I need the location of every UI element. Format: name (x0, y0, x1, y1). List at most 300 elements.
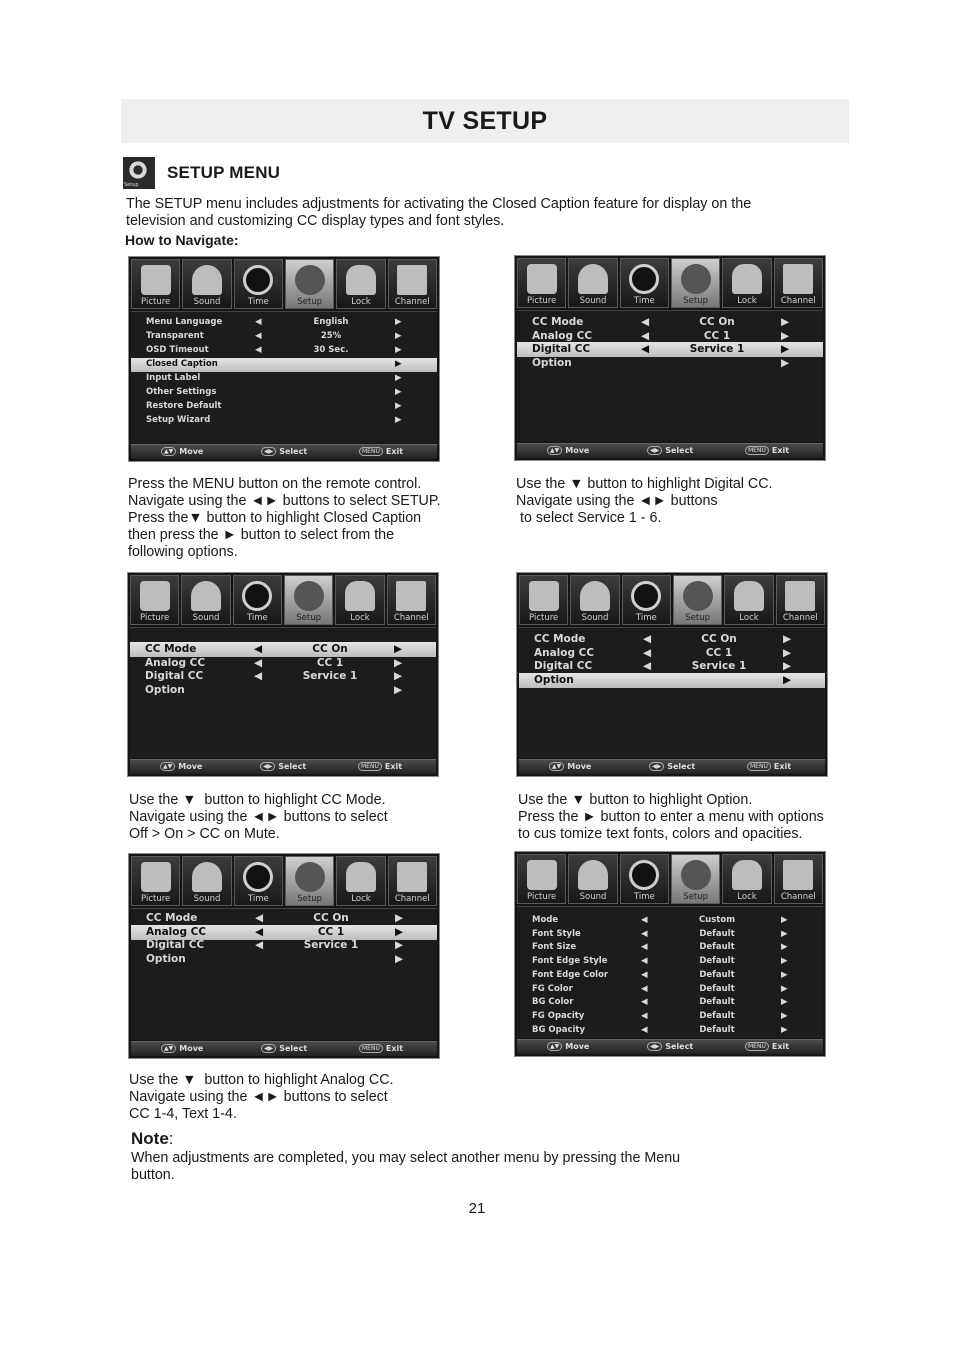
tab-label: Time (633, 892, 655, 902)
tab-picture[interactable] (131, 856, 180, 906)
lock-icon (346, 862, 376, 892)
tab-label: Channel (393, 613, 429, 623)
right-arrow-icon[interactable]: ▶ (781, 942, 788, 953)
menu-tab-bar (517, 854, 823, 904)
hint-move (549, 762, 591, 771)
right-arrow-icon[interactable]: ▶ (394, 670, 403, 682)
right-arrow-icon[interactable]: ▶ (395, 415, 402, 425)
menu-items-area (519, 627, 825, 758)
right-arrow-icon[interactable]: ▶ (395, 952, 404, 965)
instruction-line: to cus tomize text fonts, colors and opacities. (518, 826, 803, 842)
right-arrow-icon[interactable]: ▶ (395, 939, 404, 951)
left-arrow-icon[interactable]: ◀ (643, 660, 652, 672)
menu-row[interactable] (517, 914, 823, 928)
camera-icon (527, 860, 557, 890)
tab-setup[interactable] (285, 259, 334, 309)
setup-icon-caption: Setup (124, 182, 139, 188)
left-arrow-icon[interactable]: ◀ (255, 331, 262, 341)
tab-sound[interactable] (182, 856, 231, 906)
menu-row[interactable] (517, 1024, 823, 1038)
tab-label: Sound (193, 297, 221, 307)
menu-row-value: CC On (699, 316, 735, 328)
right-arrow-icon[interactable]: ▶ (781, 983, 788, 994)
hint-select-key: ◀▶ (647, 1042, 662, 1051)
hint-move-key: ▲▼ (161, 1044, 176, 1053)
hint-select (649, 762, 695, 771)
right-arrow-icon[interactable]: ▶ (395, 373, 402, 383)
tab-sound[interactable] (181, 575, 230, 625)
tab-lock[interactable] (722, 258, 771, 308)
instruction-line: then press the ► button to select from the (128, 527, 395, 543)
menu-row-label: Analog CC (532, 329, 593, 342)
right-arrow-icon[interactable]: ▶ (395, 387, 402, 397)
hint-exit-label: Exit (385, 1044, 404, 1053)
hint-select-label: Select (665, 446, 694, 455)
hint-move-label: Move (179, 1044, 204, 1053)
menu-row-value: Default (699, 942, 735, 953)
menu-row[interactable] (519, 673, 825, 688)
right-arrow-icon[interactable]: ▶ (783, 673, 792, 686)
menu-row-value: Default (699, 983, 735, 994)
clock-icon (629, 860, 659, 890)
menu-row-label: BG Color (532, 997, 574, 1008)
menu-row-value: CC On (312, 643, 348, 655)
right-arrow-icon[interactable]: ▶ (395, 912, 404, 924)
menu-row-label: Digital CC (534, 660, 593, 672)
tab-label: Lock (737, 296, 757, 306)
menu-row-label: BG Opacity (532, 1024, 586, 1035)
tab-label: Lock (351, 297, 371, 307)
menu-row-value: Service 1 (302, 670, 358, 682)
instruction-line: Use the ▼ button to highlight Analog CC. (129, 1072, 394, 1088)
tab-time[interactable] (234, 856, 283, 906)
tv-icon (783, 860, 813, 890)
menu-row-label: Mode (532, 915, 559, 925)
right-arrow-icon[interactable]: ▶ (395, 331, 402, 341)
page-number: 21 (468, 1200, 486, 1217)
menu-items-area (517, 906, 823, 1038)
hint-select (260, 762, 306, 771)
right-arrow-icon[interactable]: ▶ (781, 928, 788, 939)
hint-select (647, 446, 693, 455)
menu-items-area (131, 311, 437, 443)
menu-row-label: Font Edge Color (532, 969, 609, 980)
tab-channel[interactable] (776, 575, 825, 625)
instruction-line: Press the ► button to enter a menu with options (518, 809, 824, 825)
lock-icon (732, 264, 762, 294)
menu-row-label: Option (534, 673, 574, 686)
menu-row-label: Digital CC (532, 343, 591, 355)
tab-label: Lock (351, 894, 371, 904)
clock-icon (243, 265, 273, 295)
tab-label: Setup (297, 297, 323, 307)
menu-row-label: Restore Default (146, 401, 222, 411)
tab-lock[interactable] (336, 259, 385, 309)
left-arrow-icon[interactable]: ◀ (641, 928, 648, 939)
hint-select-key: ◀▶ (649, 762, 664, 771)
right-arrow-icon[interactable]: ▶ (394, 656, 403, 669)
tab-label: Time (246, 613, 268, 623)
menu-row-label: CC Mode (532, 316, 584, 328)
tab-label: Channel (394, 894, 430, 904)
right-arrow-icon[interactable]: ▶ (395, 317, 402, 327)
tab-label: Sound (193, 894, 221, 904)
hint-move (547, 1042, 589, 1051)
hint-select-label: Select (667, 762, 696, 771)
camera-icon (141, 862, 171, 892)
menu-row[interactable] (517, 983, 823, 997)
right-arrow-icon[interactable]: ▶ (394, 643, 403, 655)
tab-channel[interactable] (388, 259, 437, 309)
right-arrow-icon[interactable]: ▶ (781, 969, 788, 980)
menu-tab-bar (130, 575, 436, 625)
hint-move (547, 446, 589, 455)
right-arrow-icon[interactable]: ▶ (781, 356, 790, 369)
tab-sound[interactable] (182, 259, 231, 309)
menu-row-label: Analog CC (146, 925, 207, 938)
instruction-paragraph (129, 1072, 394, 1123)
right-arrow-icon[interactable]: ▶ (395, 401, 402, 411)
clock-icon (629, 264, 659, 294)
hint-exit-label: Exit (384, 762, 403, 771)
menu-row[interactable] (131, 400, 437, 414)
tab-setup[interactable] (284, 575, 333, 625)
instruction-paragraph (128, 476, 441, 561)
hint-move-label: Move (565, 1042, 590, 1051)
left-arrow-icon[interactable]: ◀ (641, 1010, 648, 1021)
left-arrow-icon[interactable]: ◀ (255, 345, 262, 355)
menu-hint-bar (130, 759, 436, 774)
clock-icon (631, 581, 661, 611)
hint-move-label: Move (565, 446, 590, 455)
menu-row[interactable] (517, 955, 823, 969)
left-arrow-icon[interactable]: ◀ (641, 316, 650, 328)
menu-items-area (130, 627, 436, 758)
instruction-line: Use the ▼ button to highlight CC Mode. (129, 792, 386, 808)
tab-sound[interactable] (568, 258, 617, 308)
tab-lock[interactable] (335, 575, 384, 625)
tab-label: Sound (579, 296, 607, 306)
left-arrow-icon[interactable]: ◀ (641, 1024, 648, 1035)
left-arrow-icon[interactable]: ◀ (641, 915, 648, 925)
left-arrow-icon[interactable]: ◀ (641, 343, 650, 355)
tab-label: Sound (579, 892, 607, 902)
menu-row-value: English (313, 317, 349, 327)
left-arrow-icon[interactable]: ◀ (641, 969, 648, 980)
intro-text: The SETUP menu includes adjustments for activating the Closed Caption feature for display on the television and customizing CC display types and font styles. (126, 196, 752, 229)
menu-row-label: Font Size (532, 942, 577, 953)
title-bar (121, 99, 849, 143)
menu-row-label: Option (145, 683, 185, 696)
tv-menu-screen (514, 851, 826, 1057)
hint-exit (359, 1044, 403, 1053)
instruction-line: Use the ▼ button to highlight Digital CC. (516, 476, 773, 492)
tab-label: Channel (780, 296, 816, 306)
tab-label: Channel (782, 613, 818, 623)
tab-lock[interactable] (722, 854, 771, 904)
tab-label: Picture (141, 297, 171, 307)
menu-row-label: Digital CC (145, 670, 204, 682)
menu-row-value: CC 1 (703, 329, 731, 342)
tv-icon (397, 862, 427, 892)
left-arrow-icon[interactable]: ◀ (641, 942, 648, 953)
right-arrow-icon[interactable]: ▶ (783, 660, 792, 672)
left-arrow-icon[interactable]: ◀ (254, 656, 263, 669)
instruction-paragraph (516, 476, 773, 527)
menu-row-value: Default (699, 1010, 735, 1021)
menu-row-label: OSD Timeout (146, 345, 209, 355)
menu-row-label: Font Edge Style (532, 956, 608, 967)
tab-lock[interactable] (724, 575, 773, 625)
menu-row-label: Transparent (146, 331, 204, 341)
tab-time[interactable] (234, 259, 283, 309)
gear-icon (294, 581, 324, 611)
menu-row-value: CC 1 (705, 646, 733, 659)
speaker-icon (578, 264, 608, 294)
tab-lock[interactable] (336, 856, 385, 906)
tab-picture[interactable] (517, 854, 566, 904)
instruction-line: following options. (128, 544, 238, 560)
menu-row-value: Default (699, 928, 735, 939)
menu-row[interactable] (517, 928, 823, 942)
note-text: When adjustments are completed, you may select another menu by pressing the Menu button. (131, 1150, 681, 1183)
right-arrow-icon[interactable]: ▶ (781, 329, 790, 342)
left-arrow-icon[interactable]: ◀ (643, 633, 652, 645)
tab-channel[interactable] (388, 856, 437, 906)
tab-picture[interactable] (517, 258, 566, 308)
left-arrow-icon[interactable]: ◀ (641, 329, 650, 342)
tab-setup[interactable] (671, 258, 720, 308)
menu-row[interactable] (517, 356, 823, 371)
left-arrow-icon[interactable]: ◀ (643, 646, 652, 659)
instruction-line: Navigate using the ◄► buttons (516, 493, 718, 509)
tab-time[interactable] (233, 575, 282, 625)
right-arrow-icon[interactable]: ▶ (781, 343, 790, 355)
right-arrow-icon[interactable]: ▶ (783, 646, 792, 659)
right-arrow-icon[interactable]: ▶ (781, 1010, 788, 1021)
right-arrow-icon[interactable]: ▶ (781, 1024, 788, 1035)
menu-row-label: CC Mode (145, 643, 197, 655)
tv-icon (396, 581, 426, 611)
hint-select (261, 1044, 307, 1053)
menu-row-label: FG Color (532, 983, 573, 994)
right-arrow-icon[interactable]: ▶ (781, 316, 790, 328)
menu-row-value: Custom (698, 915, 736, 925)
clock-icon (242, 581, 272, 611)
menu-tab-bar (131, 856, 437, 906)
setup-gear-icon (123, 157, 155, 189)
menu-row-label: Input Label (146, 373, 201, 383)
hint-move-label: Move (179, 447, 204, 456)
instruction-line: Navigate using the ◄► buttons to select (129, 809, 388, 825)
tab-sound[interactable] (570, 575, 619, 625)
menu-row-value: CC 1 (317, 925, 345, 938)
right-arrow-icon[interactable]: ▶ (394, 683, 403, 696)
lock-icon (345, 581, 375, 611)
speaker-icon (578, 860, 608, 890)
hint-exit-label: Exit (385, 447, 404, 456)
menu-row[interactable] (131, 316, 437, 330)
hint-move (161, 1044, 203, 1053)
menu-row-label: Option (146, 952, 186, 965)
hint-select-label: Select (279, 1044, 308, 1053)
tab-label: Picture (140, 613, 170, 623)
left-arrow-icon[interactable]: ◀ (255, 925, 264, 938)
gear-icon (683, 581, 713, 611)
hint-move-key: ▲▼ (549, 762, 564, 771)
note-colon: : (168, 1129, 174, 1148)
hint-select-label: Select (278, 762, 307, 771)
tab-setup[interactable] (671, 854, 720, 904)
menu-row-label: Setup Wizard (146, 415, 211, 425)
instruction-line: Press the▼ button to highlight Closed Caption (128, 510, 422, 526)
hint-exit-key: MENU (358, 762, 382, 771)
instruction-paragraph (129, 792, 388, 843)
tab-label: Lock (739, 613, 759, 623)
menu-row-value: Service 1 (689, 343, 745, 355)
tab-label: Picture (529, 613, 559, 623)
tab-setup[interactable] (673, 575, 722, 625)
tab-time[interactable] (622, 575, 671, 625)
hint-move (160, 762, 202, 771)
instruction-line: Navigate using the ◄► buttons to select SETUP. (128, 493, 441, 509)
menu-row[interactable] (131, 344, 437, 358)
tab-time[interactable] (620, 854, 669, 904)
menu-row[interactable] (131, 358, 437, 372)
tab-channel[interactable] (774, 258, 823, 308)
left-arrow-icon[interactable]: ◀ (255, 939, 264, 951)
menu-row-label: Closed Caption (146, 359, 218, 369)
menu-row[interactable] (131, 414, 437, 428)
section-title: SETUP MENU (167, 163, 281, 182)
menu-row-value: CC On (313, 912, 349, 924)
left-arrow-icon[interactable]: ◀ (254, 670, 263, 682)
left-arrow-icon[interactable]: ◀ (255, 912, 264, 924)
menu-row[interactable] (517, 1010, 823, 1024)
tab-label: Time (635, 613, 657, 623)
hint-exit-key: MENU (745, 446, 769, 455)
hint-exit-key: MENU (745, 1042, 769, 1051)
tab-label: Channel (394, 297, 430, 307)
menu-row-label: FG Opacity (532, 1010, 585, 1021)
tab-label: Setup (685, 613, 711, 623)
tab-sound[interactable] (568, 854, 617, 904)
menu-row[interactable] (517, 941, 823, 955)
menu-row-label: Analog CC (534, 646, 595, 659)
menu-row[interactable] (131, 330, 437, 344)
menu-hint-bar (131, 444, 437, 459)
menu-row[interactable] (131, 386, 437, 400)
hint-exit (745, 446, 789, 455)
tab-label: Picture (141, 894, 171, 904)
tab-label: Picture (527, 296, 557, 306)
menu-hint-bar (131, 1041, 437, 1056)
gear-icon (295, 862, 325, 892)
camera-icon (527, 264, 557, 294)
hint-exit-label: Exit (773, 762, 792, 771)
hint-exit-key: MENU (359, 1044, 383, 1053)
tab-picture[interactable] (131, 259, 180, 309)
right-arrow-icon[interactable]: ▶ (781, 915, 788, 925)
menu-row-label: Option (532, 356, 572, 369)
tv-menu-screen (128, 853, 440, 1059)
right-arrow-icon[interactable]: ▶ (395, 345, 402, 355)
gear-icon (681, 264, 711, 294)
right-arrow-icon[interactable]: ▶ (781, 956, 788, 967)
menu-row-value: Default (699, 1024, 735, 1035)
hint-move-label: Move (178, 762, 203, 771)
menu-row-value: Default (699, 956, 735, 967)
hint-select-label: Select (665, 1042, 694, 1051)
instruction-line: Off > On > CC on Mute. (129, 826, 280, 842)
tab-label: Sound (581, 613, 609, 623)
tv-icon (783, 264, 813, 294)
right-arrow-icon[interactable]: ▶ (395, 925, 404, 938)
tab-label: Time (247, 297, 269, 307)
right-arrow-icon[interactable]: ▶ (783, 633, 792, 645)
menu-tab-bar (519, 575, 825, 625)
lock-icon (346, 265, 376, 295)
left-arrow-icon[interactable]: ◀ (254, 643, 263, 655)
menu-row[interactable] (131, 952, 437, 967)
right-arrow-icon[interactable]: ▶ (395, 359, 402, 369)
menu-row[interactable] (131, 372, 437, 386)
menu-row-label: Other Settings (146, 387, 217, 397)
hint-exit (359, 447, 403, 456)
hint-move (161, 447, 203, 456)
menu-row-label: CC Mode (146, 912, 198, 924)
tab-label: Setup (683, 892, 709, 902)
hint-select-label: Select (279, 447, 308, 456)
menu-row-label: Digital CC (146, 939, 205, 951)
speaker-icon (580, 581, 610, 611)
menu-row[interactable] (517, 996, 823, 1010)
camera-icon (141, 265, 171, 295)
tab-setup[interactable] (285, 856, 334, 906)
right-arrow-icon[interactable]: ▶ (781, 997, 788, 1008)
tab-label: Time (633, 296, 655, 306)
menu-row-label: Menu Language (146, 317, 223, 327)
hint-move-key: ▲▼ (160, 762, 175, 771)
tab-label: Time (247, 894, 269, 904)
speaker-icon (191, 581, 221, 611)
menu-row-value: Default (699, 969, 735, 980)
tab-picture[interactable] (130, 575, 179, 625)
tab-channel[interactable] (387, 575, 436, 625)
tab-label: Setup (297, 894, 323, 904)
left-arrow-icon[interactable]: ◀ (641, 983, 648, 994)
tab-channel[interactable] (774, 854, 823, 904)
hint-move-key: ▲▼ (161, 447, 176, 456)
menu-row[interactable] (517, 969, 823, 983)
menu-hint-bar (519, 759, 825, 774)
tab-picture[interactable] (519, 575, 568, 625)
tab-label: Lock (737, 892, 757, 902)
menu-row[interactable] (130, 683, 436, 698)
hint-select-key: ◀▶ (261, 1044, 276, 1053)
hint-select-key: ◀▶ (260, 762, 275, 771)
left-arrow-icon[interactable]: ◀ (641, 956, 648, 967)
hint-exit-label: Exit (771, 1042, 790, 1051)
left-arrow-icon[interactable]: ◀ (641, 997, 648, 1008)
hint-exit (747, 762, 791, 771)
tab-time[interactable] (620, 258, 669, 308)
tab-label: Setup (296, 613, 322, 623)
menu-row-value: Service 1 (303, 939, 359, 951)
left-arrow-icon[interactable]: ◀ (255, 317, 262, 327)
hint-exit-label: Exit (771, 446, 790, 455)
tab-label: Lock (350, 613, 370, 623)
